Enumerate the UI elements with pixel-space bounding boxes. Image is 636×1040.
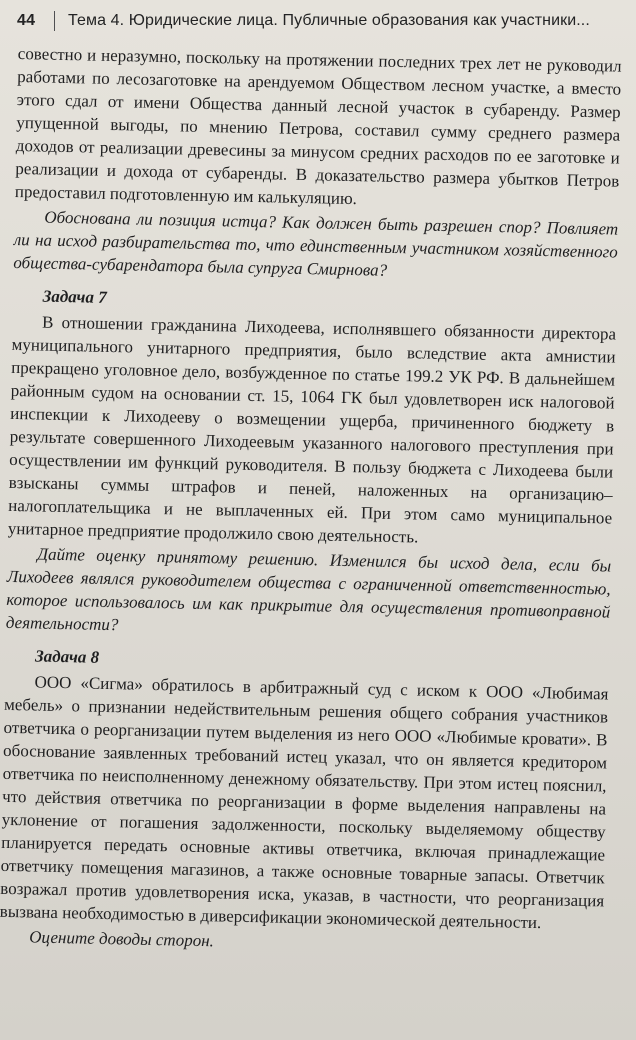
task-6-question: Обоснована ли позиция истца? Как должен быть разрешен спор? Повлияет ли на исход разбирательства то, что единственным участником хозяйственного общества-субарендатора была супруга Смирнова?: [13, 207, 619, 280]
running-head: Тема 4. Юридические лица. Публичные образования как участники...: [68, 12, 590, 29]
task-7-title: Задача 7: [42, 286, 107, 307]
task-8-question: Оцените доводы сторон.: [29, 927, 215, 951]
page-header: [0, 8, 636, 34]
continued-paragraph: совестно и неразумно, поскольку на протяжении последних трех лет не руководил работами по лесозаготовке на арендуемом Обществом лесном участке, а вместо этого сдал от имени Общества данный лесной участок в субаренду. Размер упущенной выгоды, по мнению Петрова, составил сумму среднего размера доходов от реализации древесины за минусом средних расходов по ее заготовке и реализации и дохода от субаренды. В доказательство размера убытков Петров предоставил подготовленную им калькуляцию.: [14, 43, 622, 209]
page-number: 44: [17, 12, 36, 29]
task-8-text: ООО «Сигма» обратилось в арбитражный суд с иском к ООО «Любимая мебель» о признании недействительным решения общего собрания участников ответчика о реорганизации путем выделения из него ООО «Любимые кровати». В обоснование заявленных требований истец указал, что он является кредитором ответчика по неисполненному денежному обязательству. При этом истец пояснил, что действия ответчика по реорганизации в форме выделения направлены на уклонение от погашения задолженности, поскольку выделяемому обществу планируется передать основные активы ответчика, включая принадлежащие ответчику помещения магазинов, а также основные товарные запасы. Ответчик возражал против удовлетворения иска, указав, в частности, что реорганизация вызвана необходимостью в диверсификации экономической деятельности.: [0, 672, 609, 933]
task-7-text: В отношении гражданина Лиходеева, исполнявшего обязанности директора муниципального унитарного предприятия, было вследствие акта амнистии прекращено уголовное дело, возбужденное по статье 199.2 УК РФ. В дальнейшем районным судом на основании ст. 15, 1064 ГК был удовлетворен иск налоговой инспекции к Лиходееву о возмещении ущерба, причиненного бюджету в результате совершенного Лиходеевым указанного налогового преступления при осуществлении им функций руководителя. В пользу бюджета с Лиходеева были взысканы суммы штрафов и пеней, наложенных на организацию–налогоплательщика и не выплаченных ей. При этом само муниципальное унитарное предприятие продолжило свою деятельность.: [7, 312, 617, 547]
header-divider: [54, 11, 55, 31]
page-content: [0, 42, 622, 962]
task-7-question: Дайте оценку принятому решению. Изменился бы исход дела, если бы Лиходеев являлся руководителем общества с ограниченной ответственностью, которое использовалось им как прикрытие для осуществления противоправной деятельности?: [5, 544, 612, 635]
task-8-title: Задача 8: [34, 646, 100, 667]
